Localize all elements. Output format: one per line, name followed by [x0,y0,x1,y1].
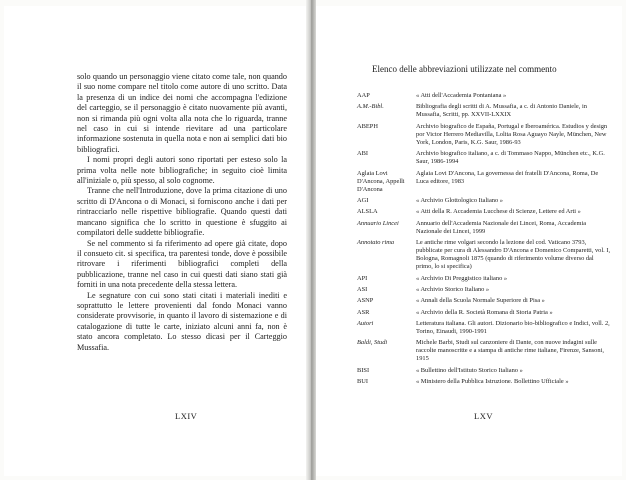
abbreviation-entry [357,123,612,147]
abbreviation-term: Annuario Lincei [357,219,399,227]
abbreviation-entry [357,208,612,216]
abbreviations-list [357,92,612,390]
abbreviation-definition: Archivio biografico de España, Portugal e Iberoamérica. Estudios y design por Victor Herrero Mediavilla, Lolita Rosa Aguayo Nayle, München, New York, London, Paris, K.G. Saur, 1986-93 [416,122,608,146]
abbreviation-entry [357,239,612,271]
abbreviation-term: ALSLA [357,208,378,216]
abbreviation-definition: « Archivio Di Preggistico italiano » [416,274,508,282]
abbreviation-definition: « Atti della R. Accademia Lucchese di Scienze, Lettere ed Arti » [416,208,581,216]
abbreviation-definition: Annuario dell'Accademia Nazionale dei Lincei, Roma, Accademia Nazionale dei Lincei, 1999 [416,219,587,235]
abbreviation-term: Aglaia Lovi D'Ancona, Appelli D'Ancona [357,169,405,193]
abbreviation-definition: « Archivio Storico Italiano » [416,285,490,293]
abbreviation-entry [357,220,612,236]
abbreviation-term: ABI [357,150,369,158]
abbreviation-definition: « Atti dell'Accademia Pontaniana » [416,92,507,99]
abbreviation-definition: Aglaia Lovi D'Ancona, La governessa dei fratelli D'Ancona, Roma, De Luca editore, 1983 [416,169,599,185]
paragraph: I nomi propri degli autori sono riportati per esteso solo la prima volta nelle note bibliografiche; in seguito cioè limita all'iniziale o, più spesso, al solo cognome. [77,155,287,186]
abbreviation-term: ASR [357,308,370,316]
abbreviation-definition: « Archivio della R. Società Romana di Storia Patria » [416,308,553,316]
abbreviation-entry [357,92,612,100]
abbreviation-term: A.M.-Bibl. [357,103,384,111]
abbreviation-entry [357,103,612,119]
abbreviation-term: Annotato rima [357,239,395,247]
abbreviation-entry [357,367,612,375]
abbreviation-term: Baldi, Studi [357,339,388,347]
abbreviation-definition: « Ministero della Pubblica Istruzione. Bollettino Ufficiale » [416,378,569,386]
book-gutter [306,0,316,480]
abbreviation-entry [357,286,612,294]
abbreviation-entry [357,170,612,194]
abbreviation-entry [357,320,612,336]
paragraph: Le segnature con cui sono stati citati i materiali inediti e soprattutto le lettere provenienti dal fondo Monaci vanno considerate provvisorie, in quanto il lavoro di sistemazione e di catalogazione di tutte le carte, iniziato alcuni anni fa, non è stato ancora completato. Lo stesso dicasi per il Carteggio Mussafia. [77,290,287,352]
abbreviation-definition: « Archivio Glottologico Italiano » [416,196,503,204]
abbreviation-term: ASI [357,285,368,293]
abbreviation-definition: Letteratura italiana. Gli autori. Dizionario bio-bibliografico e Indici, voll. 2, Torino, Einaudi, 1990-1991 [416,320,610,336]
abbreviation-entry [357,339,612,363]
paragraph: Se nel commento si fa riferimento ad opere già citate, dopo il consueto cit. si specifica, tra parentesi tonde, dove è possibile ritrovare i riferimenti bibliografici completi della pubblicazione, tranne nel caso in cui questi dati siano stati già forniti in una nota precedente della stessa lettera. [77,238,287,290]
abbreviation-term: AAP [357,92,370,99]
abbreviations-title: Elenco delle abbreviazioni utilizzate nel commento [372,64,557,74]
abbreviation-entry [357,275,612,283]
abbreviation-definition: Le antiche rime volgari secondo la lezione del cod. Vaticano 3793, pubblicate per cura di Alessandro D'Ancona e Domenico Comparetti, vol. I, Bologna, Romagnoli 1875 (quando di riferimento volume diverso dal primo, lo si specifica) [416,239,611,271]
page-number-left: LXIV [175,411,198,421]
abbreviation-term: BISI [357,366,370,374]
abbreviation-entry [357,150,612,166]
left-page-text [77,72,287,353]
paragraph: Tranne che nell'Introduzione, dove la prima citazione di uno scritto di D'Ancona o di Monaci, si forniscono anche i dati per rintracciarlo nelle rispettive bibliografie. Quando questi dati mancano significa che lo scritto in questione è sfuggito ai compilatori delle suddette bibliografie. [77,186,287,238]
abbreviation-definition: Michele Barbi, Studi sul canzoniere di Dante, con nuove indagini sulle raccolte manoscritte e a stampa di antiche rime italiane, Firenze, Sansoni, 1915 [416,339,604,363]
paragraph: solo quando un personaggio viene citato come tale, non quando il suo nome compare nel titolo come autore di uno scritto. Data la presenza di un indice dei nomi che accompagna l'edizione del carteggio, se il personaggio è citato nuovamente più avanti, non si rimanda più ogni volta alla nota che lo riguarda, tranne nel caso in cui si intende rievitare ad una particolare informazione sostenuta in quella nota e non ai semplici dati bio bibliografici. [77,72,287,154]
abbreviation-term: ABEPH [357,122,378,130]
abbreviation-definition: « Annali della Scuola Normale Superiore di Pisa » [416,297,545,305]
abbreviation-term: AGI [357,196,369,204]
abbreviation-definition: Bibliografia degli scritti di A. Mussafia, a c. di Antonio Daniele, in Mussafia, Scritti, pp. XXVII-LXXIX [416,103,587,119]
abbreviation-definition: « Bullettino dell'Istituto Storico Italiano » [416,366,523,374]
abbreviation-entry [357,378,612,386]
abbreviation-term: Autori [357,320,374,328]
page-number-right: LXV [474,411,493,421]
abbreviation-term: BUI [357,378,369,386]
abbreviation-entry [357,297,612,305]
abbreviation-definition: Archivio biografico italiano, a c. di Tommaso Nappo, München etc., K.G. Saur, 1986-1994 [416,150,605,166]
abbreviation-term: API [357,274,368,282]
abbreviation-entry [357,309,612,317]
abbreviation-term: ASNP [357,297,374,305]
abbreviation-entry [357,197,612,205]
